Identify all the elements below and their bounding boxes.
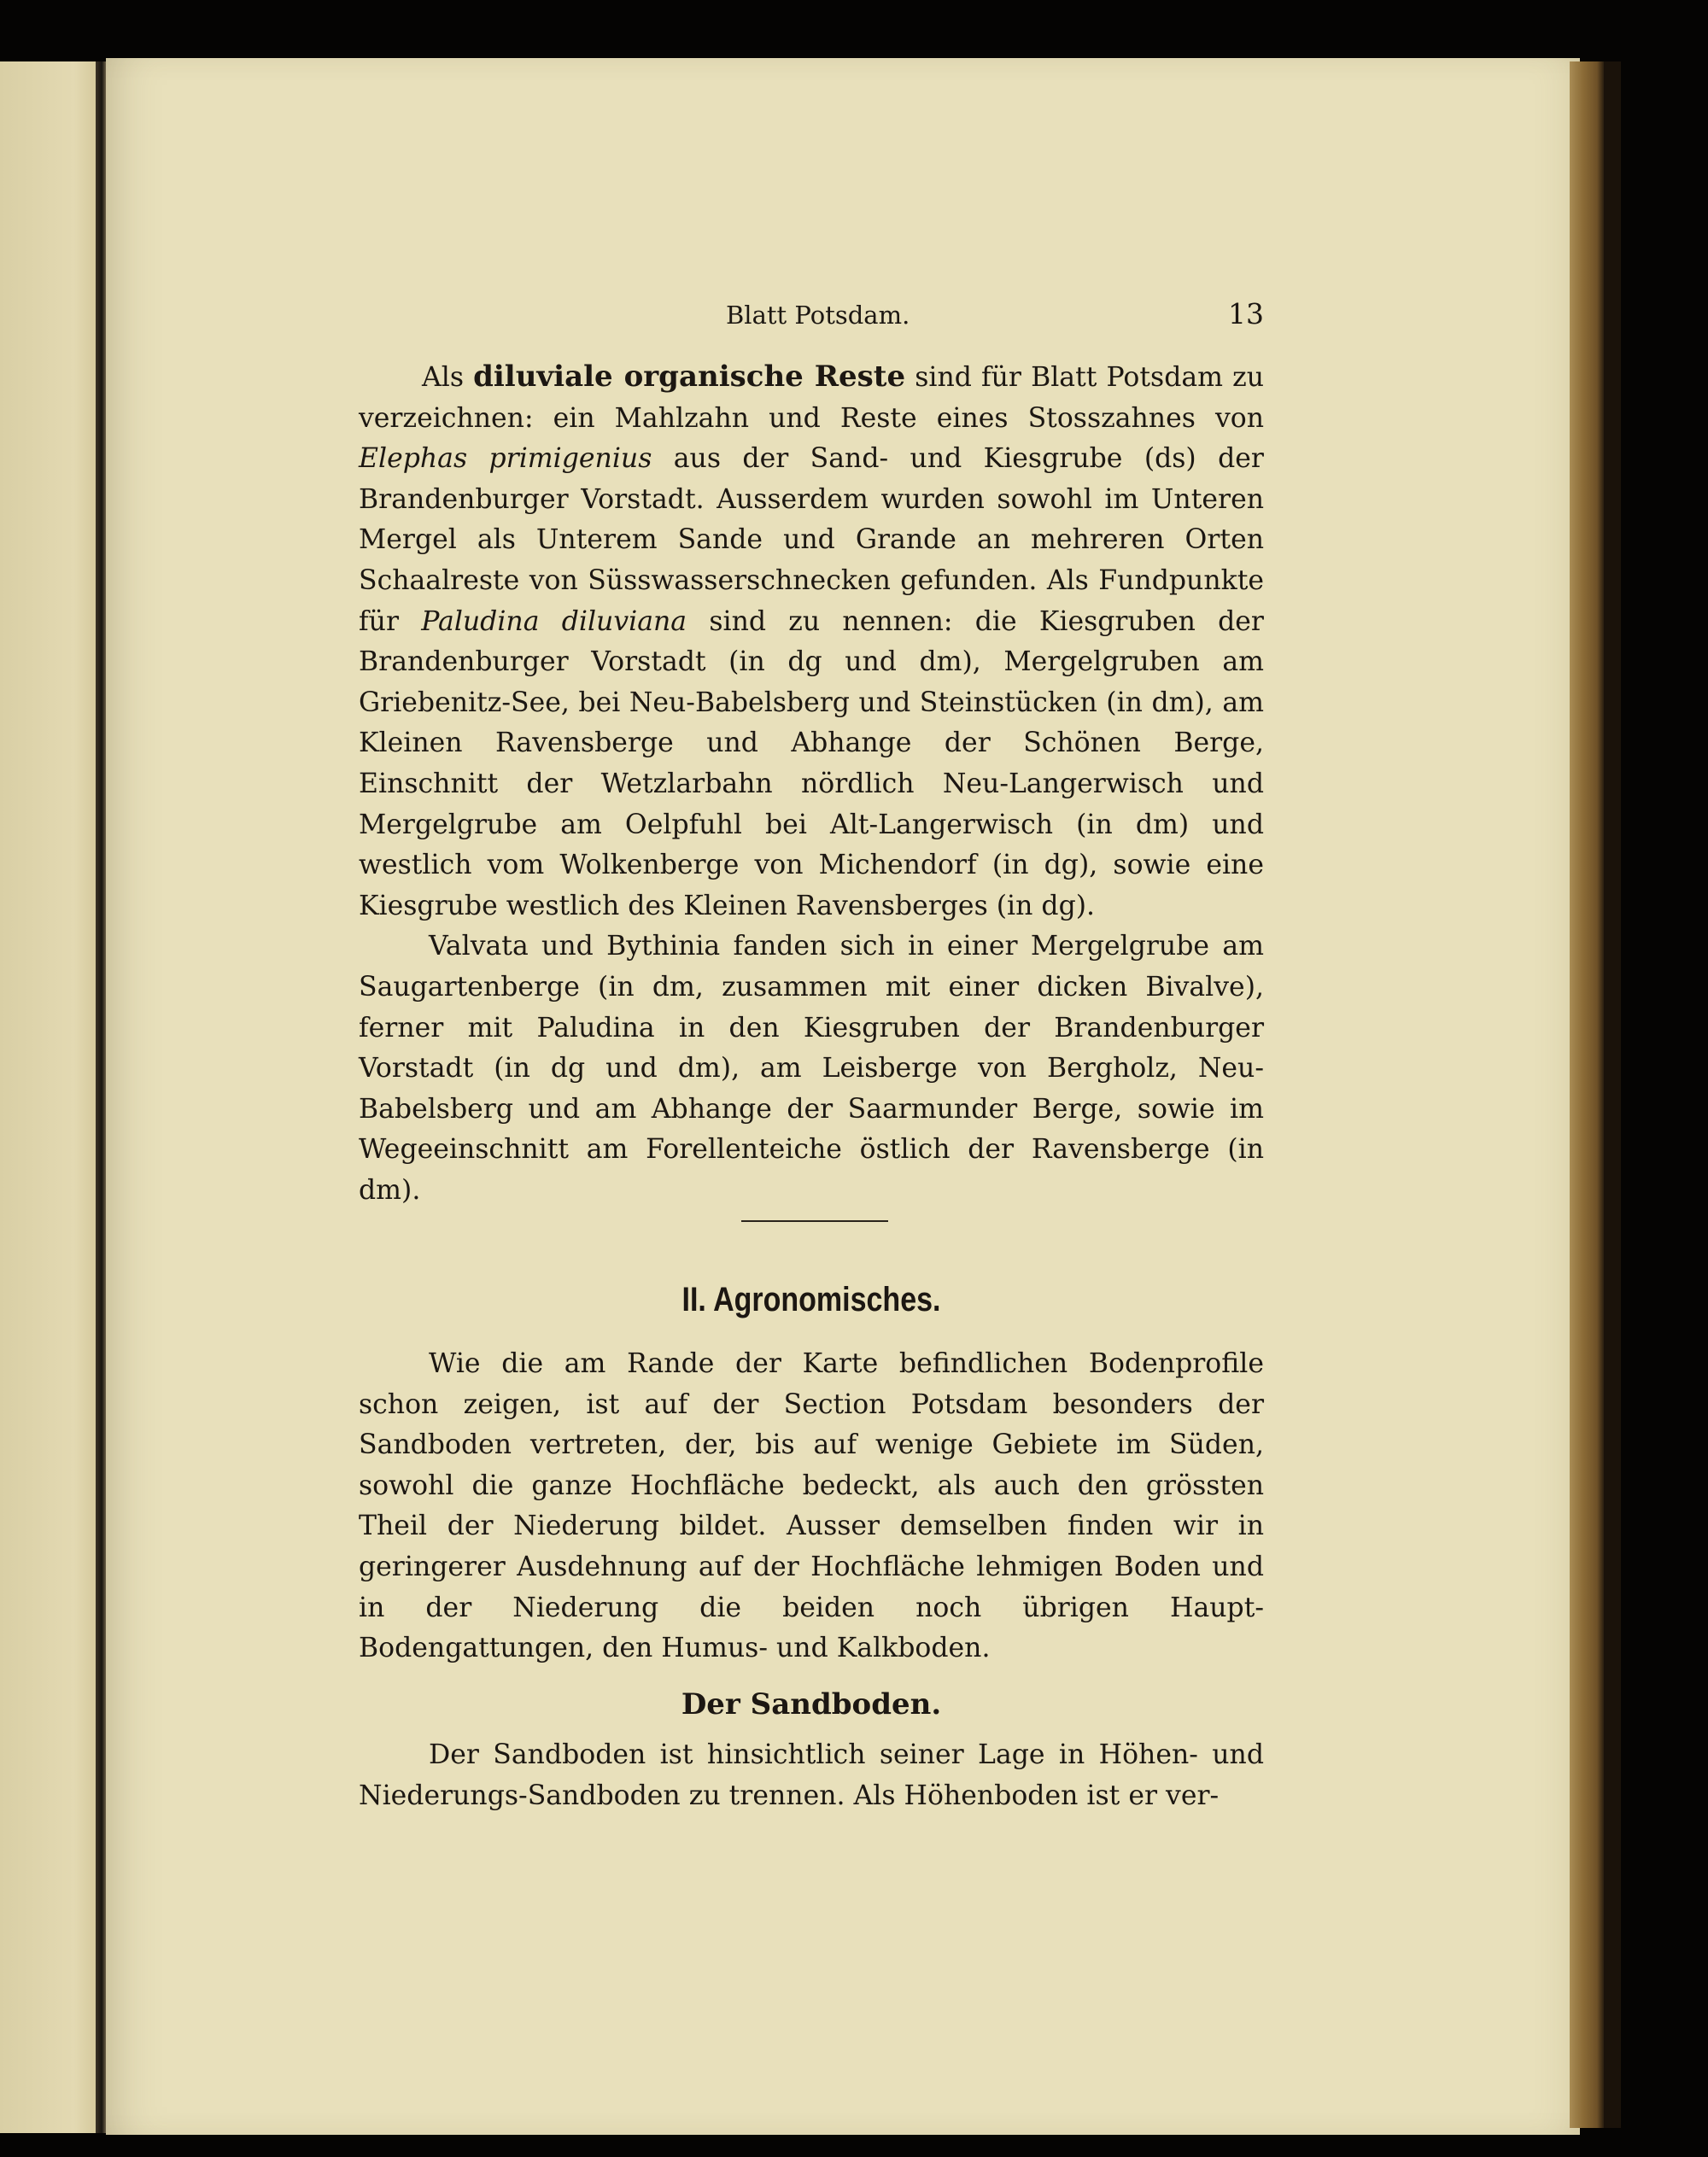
section-heading-agronomisches: II. Agronomisches. — [681, 1281, 941, 1318]
section-divider — [741, 1220, 888, 1222]
species-paludina: Paludina diluviana — [421, 605, 687, 637]
book-cover-edge — [1604, 61, 1621, 2128]
section1-text — [359, 357, 1264, 1211]
book-gutter — [96, 61, 106, 2133]
page-number: 13 — [1228, 297, 1264, 330]
paragraph-agronomisches: Wie die am Rande der Karte befindlichen Bodenprofile schon zeigen, ist auf der Section Potsdam besonders der Sandboden vertreten, der, bis auf wenige Gebiete im Süden, sowohl die ganze Hochfläche bedeckt, als auch den grössten Theil der Niederung bildet. Ausser demselben finden wir in geringerer Ausdehnung auf der Hochfläche lehmigen Boden und in der Niederung die beiden noch übrigen Haupt-Bodengattungen, den Humus- und Kalkboden. — [359, 1348, 1264, 1664]
species-elephas: Elephas primigenius — [359, 443, 652, 475]
bold-term-diluviale-reste: diluviale organische Reste — [473, 360, 906, 394]
subheading-sandboden: Der Sandboden. — [681, 1687, 942, 1722]
running-header — [359, 297, 1264, 335]
p1-lead: Als — [422, 362, 474, 393]
page-stack-edge — [1570, 61, 1604, 2128]
paragraph-organic-remains — [359, 357, 1264, 927]
section2-text — [359, 1344, 1264, 1669]
p1-text-3: sind zu nennen: die Kiesgruben der Brandenburger Vorstadt (in dg und dm), Mergelgruben am Griebenitz-See, bei Neu-Babelsberg und Steinstücken (in dm), am Kleinen Ravensberge und Abhange der Schönen Berge, Einschnitt der Wetzlarbahn nördlich Neu-Langerwisch und Mergelgrube am Oelpfuhl bei Alt-Langerwisch (in dm) und westlich vom Wolkenberge von Michendorf (in dg), sowie eine Kiesgrube westlich des Kleinen Ravensberges (in dg). — [359, 605, 1264, 921]
paragraph-valvata: Valvata und Bythinia fanden sich in einer Mergelgrube am Saugartenberge (in dm, zusammen mit einer dicken Bivalve), ferner mit Paludina in den Kiesgruben der Brandenburger Vorstadt (in dg und dm), am Leisberge von Bergholz, Neu-Babelsberg und am Abhange der Saarmunder Berge, sowie im Wegeeinschnitt am Forellenteiche östlich der Ravensberge (in dm). — [359, 931, 1264, 1206]
p1-text-1: sind für Blatt Potsdam zu verzeichnen: ein Mahlzahn und Reste eines Stosszahnes von — [359, 362, 1265, 434]
p1-text-2: aus der Sand- und Kiesgrube (ds) der Brandenburger Vorstadt. Ausserdem wurden sowohl im Unteren Mergel als Unterem Sande und Grande an mehreren Orten Schaalreste von Süsswasserschnecken gefunden. Als Fundpunkte für — [359, 443, 1264, 637]
left-page-edge — [0, 61, 106, 2133]
running-title: Blatt Potsdam. — [726, 301, 910, 330]
paragraph-sandboden: Der Sandboden ist hinsichtlich seiner Lage in Höhen- und Niederungs-Sandboden zu trennen. Als Höhenboden ist er ver- — [359, 1739, 1264, 1811]
section3-text — [359, 1735, 1264, 1816]
